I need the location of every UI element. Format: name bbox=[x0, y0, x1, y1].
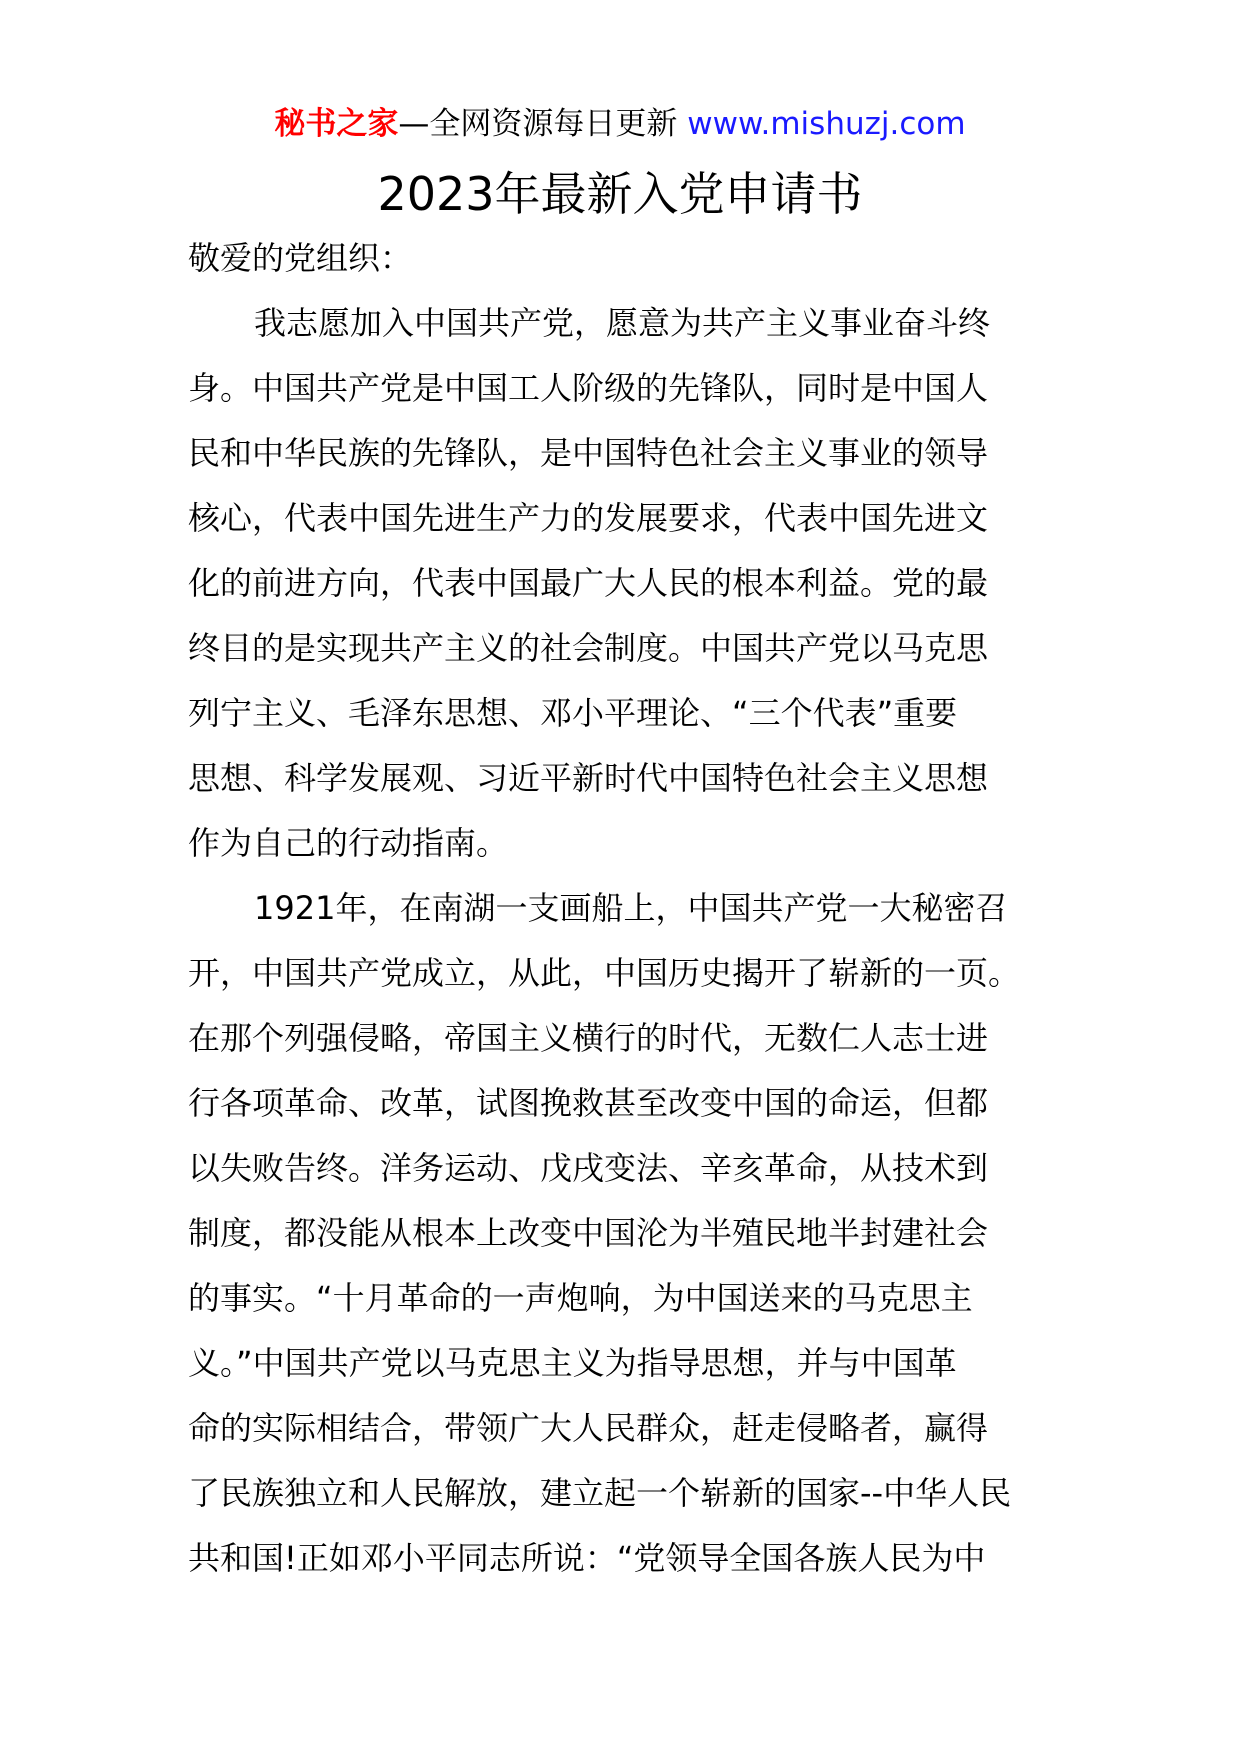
text-line: 的事实。“十月革命的一声炮响，为中国送来的马克思主 bbox=[188, 1279, 973, 1317]
paragraph-1 bbox=[188, 291, 1068, 876]
text-line: 核心，代表中国先进生产力的发展要求，代表中国先进文 bbox=[188, 499, 989, 537]
text-line: 了民族独立和人民解放，建立起一个崭新的国家--中华人民 bbox=[188, 1474, 1012, 1512]
text-line: 作为自己的行动指南。 bbox=[188, 824, 509, 862]
text-line: 列宁主义、毛泽东思想、邓小平理论、“三个代表”重要 bbox=[188, 694, 958, 732]
text-line: 身。中国共产党是中国工人阶级的先锋队，同时是中国人 bbox=[188, 369, 989, 407]
text-line: 民和中华民族的先锋队，是中国特色社会主义事业的领导 bbox=[188, 434, 989, 472]
text-line: 以失败告终。洋务运动、戊戌变法、辛亥革命，从技术到 bbox=[188, 1149, 989, 1187]
text-line: 终目的是实现共产主义的社会制度。中国共产党以马克思 bbox=[188, 629, 989, 667]
text-line: 共和国!正如邓小平同志所说：“党领导全国各族人民为中 bbox=[188, 1539, 986, 1577]
salutation: 敬爱的党组织： bbox=[188, 239, 413, 277]
site-header bbox=[0, 100, 1240, 148]
text-line: 1921年，在南湖一支画船上，中国共产党一大秘密召 bbox=[254, 889, 1008, 927]
text-line: 制度，都没能从根本上改变中国沦为半殖民地半封建社会 bbox=[188, 1214, 989, 1252]
text-line: 在那个列强侵略，帝国主义横行的时代，无数仁人志士进 bbox=[188, 1019, 989, 1057]
text-line: 义。”中国共产党以马克思主义为指导思想，并与中国革 bbox=[188, 1344, 957, 1382]
document-title: 2023年最新入党申请书 bbox=[377, 167, 863, 221]
text-line: 化的前进方向，代表中国最广大人民的根本利益。党的最 bbox=[188, 564, 989, 602]
paragraph-2 bbox=[188, 876, 1068, 1591]
text-line: 行各项革命、改革，试图挽救甚至改变中国的命运，但都 bbox=[188, 1084, 989, 1122]
text-line: 思想、科学发展观、习近平新时代中国特色社会主义思想 bbox=[188, 759, 989, 797]
text-line: 我志愿加入中国共产党，愿意为共产主义事业奋斗终 bbox=[254, 304, 991, 342]
brand-name: 秘书之家 bbox=[274, 106, 399, 142]
document-body bbox=[188, 226, 1068, 1591]
site-url-link[interactable]: www.mishuzj.com bbox=[687, 106, 966, 142]
text-line: 命的实际相结合，带领广大人民群众，赶走侵略者，赢得 bbox=[188, 1409, 989, 1447]
header-slogan: —全网资源每日更新 bbox=[398, 106, 678, 142]
text-line: 开，中国共产党成立，从此，中国历史揭开了崭新的一页。 bbox=[188, 954, 1021, 992]
